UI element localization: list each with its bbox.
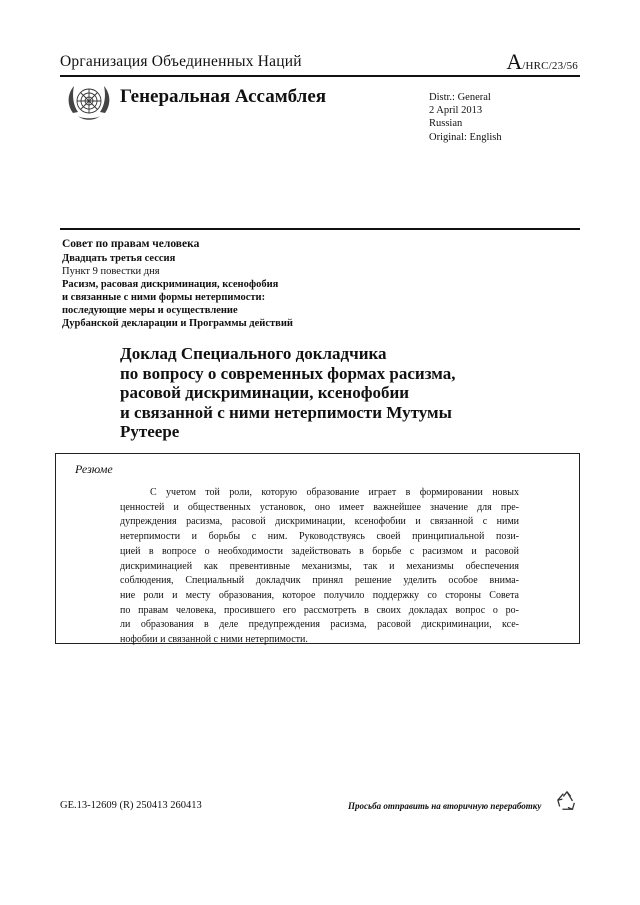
summary-line: ние роли и месту образования, которое получило поддержку со стороны Совета bbox=[120, 589, 519, 601]
summary-line: дискриминацией как превентивные механизмы, так и механизмы обеспечения bbox=[120, 560, 519, 572]
agenda-line: и связанные с ними формы нетерпимости: bbox=[62, 292, 266, 303]
report-title-line: и связанной с ними нетерпимости Мутумы bbox=[120, 402, 452, 422]
recycle-icon bbox=[556, 790, 578, 812]
distribution-date: 2 April 2013 bbox=[429, 105, 483, 117]
report-title-line: расовой дискриминации, ксенофобии bbox=[120, 383, 410, 402]
summary-heading: Резюме bbox=[75, 462, 113, 476]
distribution-original: Original: English bbox=[429, 131, 502, 143]
summary-line: ли образования в деле предупреждения расизма, расовой дискриминации, ксе- bbox=[120, 619, 519, 631]
summary-line: нетерпимости и борьбы с ним. Руководствуясь своей принципиальной пози- bbox=[120, 531, 519, 543]
summary-line: ценностей и общественных установок, оно имеет важнейшее значение для пре- bbox=[120, 501, 519, 513]
distribution-block bbox=[429, 91, 502, 144]
summary-line: цией в вопросе о необходимости задействовать в борьбе с расизмом и расовой bbox=[120, 545, 519, 557]
summary-line: нофобии и связанной с ними нетерпимости. bbox=[120, 634, 308, 646]
summary-line: соблюдения, Специальный докладчик принял решение уделить особое внима- bbox=[120, 575, 519, 587]
agenda-line: последующие меры и осуществление bbox=[62, 305, 238, 316]
council-block bbox=[62, 238, 293, 330]
agenda-line: Расизм, расовая дискриминация, ксенофобия bbox=[62, 279, 279, 290]
organization-name: Организация Объединенных Наций bbox=[60, 53, 302, 70]
distribution-type: Distr.: General bbox=[429, 92, 491, 103]
report-title-line: по вопросу о современных формах расизма, bbox=[120, 363, 456, 383]
section-rule bbox=[60, 228, 580, 230]
report-title-line: Доклад Специального докладчика bbox=[120, 344, 387, 363]
header-rule bbox=[60, 75, 580, 77]
summary-text bbox=[120, 486, 519, 648]
report-title bbox=[120, 344, 550, 442]
document-code: GE.13-12609 (R) 250413 260413 bbox=[60, 800, 202, 811]
recycle-note: Просьба отправить на вторичную переработку bbox=[348, 801, 542, 811]
summary-line: дупреждения расизма, расовой дискриминации, ксенофобии и связанной с ними bbox=[120, 516, 519, 528]
council-session: Двадцать третья сессия bbox=[62, 253, 176, 264]
council-name: Совет по правам человека bbox=[62, 238, 200, 250]
agenda-item: Пункт 9 повестки дня bbox=[62, 266, 160, 277]
distribution-language: Russian bbox=[429, 118, 463, 130]
summary-line: по правам человека, просившего его рассмотреть в своих докладах вопрос о ро- bbox=[120, 604, 519, 616]
report-title-line: Рутеере bbox=[120, 422, 180, 441]
document-symbol-number: /HRC/23/56 bbox=[522, 60, 578, 72]
general-assembly-title: Генеральная Ассамблея bbox=[120, 86, 327, 107]
un-emblem-icon bbox=[64, 81, 114, 125]
summary-line: С учетом той роли, которую образование играет в формировании новых bbox=[150, 487, 519, 498]
agenda-line: Дурбанской декларации и Программы действий bbox=[62, 318, 293, 329]
document-symbol-letter: A bbox=[506, 49, 523, 74]
document-symbol bbox=[506, 49, 578, 76]
